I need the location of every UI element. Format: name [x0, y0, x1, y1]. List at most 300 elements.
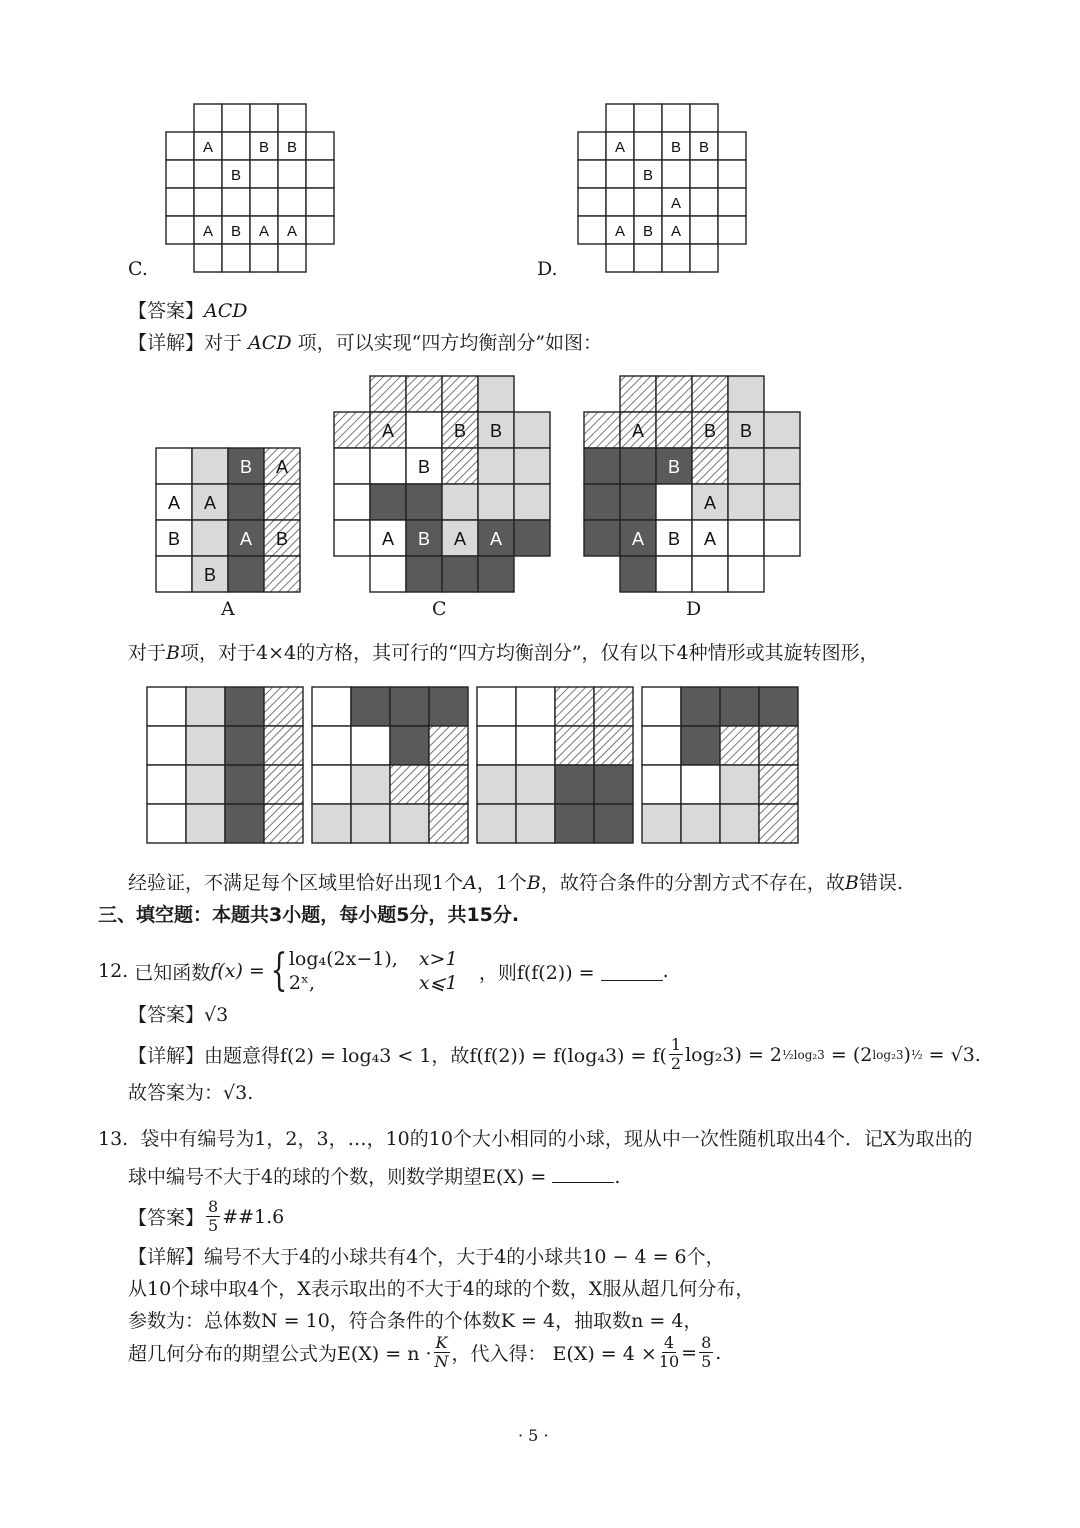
num: 4: [663, 1333, 675, 1352]
detail-text: 由题意得f(2) = log₄3 < 1，故f(f(2)) = f(log₄3) = f(: [204, 1045, 667, 1067]
grid-figure-d: [572, 100, 752, 275]
partition-d-cell: [692, 556, 728, 592]
text: .: [662, 960, 669, 982]
partition-d-cell: [728, 376, 764, 412]
b-case-4-cell: [759, 804, 798, 843]
question-13-line2: [128, 1162, 620, 1189]
b-case-3-cell: [594, 804, 633, 843]
grid-c-cell: [250, 188, 278, 216]
partition-c-cell: [514, 448, 550, 484]
grid-d-cell: [718, 216, 746, 244]
text: .: [614, 1166, 621, 1188]
grid-d-cell: [662, 104, 690, 132]
b-case-4-cell: [681, 804, 720, 843]
grid-c-cell-letter: B: [230, 223, 242, 240]
partition-c-cell: [370, 448, 406, 484]
grid-d-cell: [634, 104, 662, 132]
b-case-3-cell: [516, 687, 555, 726]
grid-c-cell-letter: A: [258, 223, 270, 240]
grid-d-cell: [718, 160, 746, 188]
grid-d-cell-letter: A: [670, 195, 682, 212]
partition-c-cell: [442, 556, 478, 592]
partition-d-cell-letter: A: [631, 421, 645, 441]
partition-d-cell: [764, 448, 800, 484]
grid-c-cell: [306, 160, 334, 188]
partition-c-cell: [442, 484, 478, 520]
grid-d-cell: [690, 244, 718, 272]
b-case-4-cell: [681, 765, 720, 804]
grid-d-cell: [690, 104, 718, 132]
question-13-line1: [98, 1124, 973, 1151]
grid-c-cell: [166, 216, 194, 244]
b-case-1-cell: [264, 804, 303, 843]
b-case-2: [311, 686, 471, 846]
b-case-4-cell: [681, 726, 720, 765]
b-case-2-cell: [429, 804, 468, 843]
function-expr: f(x) =: [210, 960, 265, 982]
partition-a-cell: [156, 556, 192, 592]
partition-c-cell: [334, 412, 370, 448]
partition-c-cell-letter: B: [489, 421, 503, 441]
b-case-4-cell: [681, 687, 720, 726]
partition-d-cell: [692, 448, 728, 484]
answer-blank[interactable]: [552, 1164, 614, 1183]
partition-c-cell: [406, 376, 442, 412]
partition-d-cell: [620, 556, 656, 592]
b-case-2-cell: [390, 804, 429, 843]
partition-c-cell: [406, 556, 442, 592]
b-case-1-cell: [225, 687, 264, 726]
detail-text: =: [681, 1341, 698, 1364]
b-case-1-cell: [147, 726, 186, 765]
partition-c-cell-letter: A: [381, 529, 395, 549]
grid-c-cell: [306, 132, 334, 160]
b-case-1-cell: [186, 804, 225, 843]
partition-c-cell: [514, 484, 550, 520]
grid-c-cell-letter: B: [286, 139, 298, 156]
b-case-3-cell: [555, 687, 594, 726]
detail-text: = √3.: [928, 1043, 981, 1066]
answer-tag: 【答案】: [128, 1004, 205, 1026]
grid-d-cell: [578, 132, 606, 160]
grid-c-cell-letter: A: [286, 223, 298, 240]
partition-d-cell: [764, 520, 800, 556]
b-case-2-cell: [390, 765, 429, 804]
b-case-1-cell: [264, 765, 303, 804]
b-case-2-cell: [312, 687, 351, 726]
b-case-2-cell: [351, 726, 390, 765]
partition-c-cell: [334, 484, 370, 520]
partition-c-cell: [370, 376, 406, 412]
grid-d-cell-letter: A: [614, 139, 626, 156]
option-c-label: C.: [128, 258, 148, 280]
text: 已知函数: [134, 961, 211, 984]
partition-d-cell: [728, 448, 764, 484]
partition-a-cell: [192, 448, 228, 484]
case-expr: log₄(2x−1),: [288, 948, 398, 970]
detail-text: 项，可以实现“四方均衡剖分”如图：: [297, 332, 603, 354]
answer-fraction: [206, 1198, 220, 1235]
b-case-4-cell: [642, 804, 681, 843]
conclusion-12: 故答案为：√3.: [128, 1082, 254, 1104]
fraction-k-n: [434, 1334, 450, 1371]
partition-a-cell: [228, 484, 264, 520]
grid-c-cell-letter: B: [258, 139, 270, 156]
text: 4×4: [256, 642, 297, 664]
text: 错误.: [858, 872, 903, 894]
den: N: [434, 1352, 449, 1371]
partition-a-cell: [192, 520, 228, 556]
b-case-3-cell: [555, 765, 594, 804]
b-case-2-cell: [351, 804, 390, 843]
b-case-4-cell: [720, 726, 759, 765]
partition-d-cell: [656, 484, 692, 520]
b-case-1-cell: [264, 726, 303, 765]
b-case-1-cell: [225, 765, 264, 804]
detail-text: 超几何分布的期望公式为E(X) = n ·: [128, 1343, 432, 1365]
grid-c-cell: [278, 188, 306, 216]
b-case-3: [476, 686, 636, 846]
partition-c-cell: [514, 412, 550, 448]
partition-c-cell: [514, 520, 550, 556]
grid-c-cell: [194, 188, 222, 216]
partition-d-cell: [656, 376, 692, 412]
b-case-2-cell: [429, 726, 468, 765]
var: B: [844, 872, 859, 894]
partition-c-cell: [478, 556, 514, 592]
b-case-1-cell: [147, 687, 186, 726]
b-case-text: [128, 638, 879, 665]
grid-c-cell: [222, 132, 250, 160]
partition-d-cell-letter: A: [703, 493, 717, 513]
fraction-4-10: [659, 1334, 679, 1371]
question-12: [98, 945, 669, 996]
grid-c-cell: [250, 104, 278, 132]
b-case-4: [641, 686, 801, 846]
detail-var: ACD: [248, 332, 292, 354]
grid-c-cell: [166, 160, 194, 188]
grid-d-cell: [634, 132, 662, 160]
grid-c-cell: [166, 188, 194, 216]
grid-c-cell-letter: B: [230, 167, 242, 184]
detail-text: log₂3) = 2: [685, 1043, 782, 1066]
b-case-3-cell: [516, 804, 555, 843]
grid-c-cell: [166, 132, 194, 160]
detail-13-line2: 从10个球中取4个，X表示取出的不大于4的球的个数，X服从超几何分布，: [128, 1278, 755, 1300]
b-case-3-cell: [477, 804, 516, 843]
page-number: · 5 ·: [518, 1426, 549, 1445]
grid-d-cell: [718, 188, 746, 216]
grid-c-cell: [250, 244, 278, 272]
partition-c-cell: [478, 376, 514, 412]
partition-c-cell-letter: B: [417, 457, 431, 477]
partition-d-cell: [620, 484, 656, 520]
partition-d-cell: [692, 376, 728, 412]
partition-a-cell: [264, 484, 300, 520]
grid-d-cell-letter: B: [642, 167, 654, 184]
grid-d-cell: [690, 188, 718, 216]
b-case-4-cell: [759, 726, 798, 765]
partition-d-cell: [764, 412, 800, 448]
partition-d-cell: [764, 484, 800, 520]
text: 对于: [128, 642, 167, 664]
partition-label-a: A: [221, 598, 235, 620]
num: 1: [670, 1035, 682, 1054]
grid-d-cell-letter: B: [698, 139, 710, 156]
grid-d-cell-letter: B: [642, 223, 654, 240]
b-case-1-cell: [186, 765, 225, 804]
b-case-4-cell: [720, 765, 759, 804]
num: 8: [701, 1333, 712, 1352]
answer-value: ACD: [204, 300, 248, 322]
partition-a-cell-letter: B: [203, 565, 217, 585]
answer-tag: 【答案】: [128, 1207, 205, 1229]
b-case-4-cell: [642, 687, 681, 726]
text: 项，对于: [179, 642, 256, 664]
b-case-4-cell: [759, 687, 798, 726]
grid-c-cell: [250, 160, 278, 188]
grid-d-cell: [606, 160, 634, 188]
b-case-2-cell: [312, 726, 351, 765]
grid-c-cell: [194, 160, 222, 188]
partition-c-cell: [442, 448, 478, 484]
b-case-2-cell: [429, 687, 468, 726]
b-case-2-cell: [429, 765, 468, 804]
b-case-3-cell: [516, 765, 555, 804]
text: ，故符合条件的分割方式不存在，故: [540, 872, 845, 894]
case-expr: 2ˣ,: [288, 972, 316, 994]
b-case-1-cell: [147, 765, 186, 804]
partition-d-cell-letter: B: [739, 421, 753, 441]
b-case-3-cell: [555, 726, 594, 765]
detail-tag: 【详解】: [128, 1045, 205, 1067]
b-case-4-cell: [642, 765, 681, 804]
detail-13-line1: [128, 1242, 725, 1269]
partition-d-cell: [620, 448, 656, 484]
grid-c-cell: [222, 104, 250, 132]
detail-text: 编号不大于4的小球共有4个，大于4的小球共10 − 4 = 6个，: [204, 1246, 725, 1268]
b-case-3-cell: [555, 804, 594, 843]
num: 8: [208, 1197, 219, 1216]
answer-11: [128, 296, 248, 323]
answer-tag: 【答案】: [128, 300, 205, 322]
b-case-1-cell: [186, 687, 225, 726]
partition-d-cell-letter: B: [667, 457, 681, 477]
case-cond: x>1: [418, 948, 458, 970]
partition-c-cell: [442, 376, 478, 412]
partition-c-cell: [406, 484, 442, 520]
partition-c-cell: [478, 484, 514, 520]
b-case-1-cell: [264, 687, 303, 726]
b-case-2-cell: [351, 687, 390, 726]
partition-a-cell: [156, 448, 192, 484]
grid-c-cell: [278, 244, 306, 272]
detail-12: [128, 1036, 981, 1073]
partition-figure-c: [330, 370, 560, 600]
text: 的方格，其可行的“四方均衡剖分”，仅有以下4种情形或其旋转图形，: [296, 642, 879, 664]
piecewise: [289, 948, 479, 994]
b-case-4-cell: [759, 765, 798, 804]
text: ，1个: [476, 872, 527, 894]
partition-d-cell: [728, 484, 764, 520]
question-text: 袋中有编号为1，2，3，…，10的10个大小相同的小球，现从中一次性随机取出4个．记X为取出的: [140, 1128, 973, 1150]
grid-c-cell: [194, 244, 222, 272]
partition-a-cell: [264, 556, 300, 592]
detail-tag: 【详解】: [128, 332, 205, 354]
question-number: 12.: [98, 960, 129, 982]
partition-a-cell-letter: B: [275, 529, 289, 549]
detail-text: .: [715, 1341, 722, 1364]
b-case-4-cell: [642, 726, 681, 765]
grid-c-cell: [306, 188, 334, 216]
partition-d-cell: [620, 376, 656, 412]
grid-d-cell: [690, 216, 718, 244]
grid-c-cell: [278, 104, 306, 132]
partition-a-cell-letter: A: [239, 529, 253, 549]
grid-d-cell: [606, 244, 634, 272]
partition-d-cell: [728, 556, 764, 592]
var: B: [526, 872, 541, 894]
b-case-3-cell: [477, 687, 516, 726]
b-case-4-cell: [720, 687, 759, 726]
var: A: [463, 872, 477, 894]
grid-d-cell: [718, 132, 746, 160]
partition-d-cell-letter: A: [631, 529, 645, 549]
var: B: [166, 642, 180, 664]
option-d-label: D.: [537, 258, 558, 280]
grid-c-cell: [194, 104, 222, 132]
exponent: ½: [910, 1047, 923, 1062]
grid-d-cell-letter: B: [670, 139, 682, 156]
b-case-1-cell: [225, 804, 264, 843]
partition-label-c: C: [432, 598, 447, 620]
b-case-3-cell: [477, 726, 516, 765]
partition-d-cell: [584, 520, 620, 556]
grid-d-cell: [634, 244, 662, 272]
brace: {: [270, 945, 288, 996]
exponent: ½log₂3: [782, 1047, 825, 1062]
b-case-1: [146, 686, 306, 846]
partition-c-cell: [370, 484, 406, 520]
grid-d-cell: [606, 104, 634, 132]
b-case-2-cell: [390, 726, 429, 765]
grid-figure-c: [160, 100, 340, 275]
den: 5: [701, 1352, 712, 1371]
grid-d-cell: [662, 244, 690, 272]
detail-text: ，代入得： E(X) = 4 ×: [451, 1343, 657, 1365]
b-case-3-cell: [516, 726, 555, 765]
b-case-2-cell: [312, 765, 351, 804]
b-case-2-cell: [390, 687, 429, 726]
fraction-half: [669, 1036, 683, 1073]
partition-c-cell: [334, 520, 370, 556]
b-case-3-cell: [594, 687, 633, 726]
case-cond: x⩽1: [418, 972, 458, 994]
detail-text: = (2: [830, 1043, 873, 1066]
question-number: 13.: [98, 1128, 129, 1150]
grid-c-cell-letter: A: [202, 223, 214, 240]
partition-c-cell-letter: A: [381, 421, 395, 441]
num: K: [435, 1333, 448, 1352]
partition-d-cell: [656, 412, 692, 448]
partition-d-cell: [584, 448, 620, 484]
partition-a-cell-letter: B: [167, 529, 181, 549]
grid-d-cell: [578, 216, 606, 244]
grid-d-cell: [606, 188, 634, 216]
grid-c-cell: [278, 160, 306, 188]
answer-12: [128, 1000, 228, 1027]
question-text: 球中编号不大于4的球的个数，则数学期望E(X) =: [128, 1166, 547, 1188]
detail-tag: 【详解】: [128, 1246, 205, 1268]
answer-13: [128, 1198, 284, 1235]
text: ，则f(f(2)) =: [478, 961, 595, 984]
partition-a-cell-letter: A: [167, 493, 181, 513]
partition-d-cell-letter: B: [703, 421, 717, 441]
b-case-3-cell: [594, 726, 633, 765]
grid-c-cell-letter: A: [202, 139, 214, 156]
b-case-4-cell: [720, 804, 759, 843]
grid-c-cell: [306, 216, 334, 244]
b-case-2-cell: [312, 804, 351, 843]
b-case-1-cell: [147, 804, 186, 843]
den: 2: [670, 1054, 682, 1073]
partition-c-cell-letter: A: [453, 529, 467, 549]
grid-d-cell: [578, 188, 606, 216]
partition-d-cell: [584, 484, 620, 520]
detail-13-line3: 参数为：总体数N = 10，符合条件的个体数K = 4，抽取数n = 4，: [128, 1310, 703, 1332]
partition-d-cell-letter: A: [703, 529, 717, 549]
partition-d-cell: [584, 412, 620, 448]
answer-blank[interactable]: [601, 962, 663, 981]
grid-d-cell: [634, 188, 662, 216]
partition-c-cell: [406, 412, 442, 448]
partition-figure-d: [580, 370, 810, 600]
partition-a-cell-letter: A: [203, 493, 217, 513]
b-conclusion: [128, 868, 903, 895]
fraction-8-5: [699, 1334, 713, 1371]
den: 10: [658, 1352, 680, 1371]
partition-a-cell: [228, 556, 264, 592]
b-case-3-cell: [477, 765, 516, 804]
partition-c-cell: [370, 556, 406, 592]
exponent: log₂3: [872, 1047, 904, 1062]
b-case-1-cell: [186, 726, 225, 765]
partition-d-cell: [728, 520, 764, 556]
detail-11: [128, 328, 602, 355]
detail-text: ): [903, 1043, 911, 1066]
grid-d-cell: [690, 160, 718, 188]
grid-c-cell: [222, 188, 250, 216]
answer-value: √3: [204, 1004, 229, 1026]
grid-d-cell-letter: A: [614, 223, 626, 240]
den: 5: [208, 1216, 219, 1235]
detail-text: 对于: [204, 332, 243, 354]
b-case-1-cell: [225, 726, 264, 765]
partition-c-cell: [334, 448, 370, 484]
grid-d-cell-letter: A: [670, 223, 682, 240]
b-case-2-cell: [351, 765, 390, 804]
grid-c-cell: [222, 244, 250, 272]
detail-13-line4: [128, 1334, 721, 1371]
b-case-3-cell: [594, 765, 633, 804]
answer-alt: ##1.6: [222, 1205, 285, 1228]
text: 经验证，不满足每个区域里恰好出现1个: [128, 872, 464, 894]
partition-a-cell-letter: B: [239, 457, 253, 477]
partition-d-cell-letter: B: [667, 529, 681, 549]
section-title: 三、填空题：本题共3小题，每小题5分，共15分.: [98, 904, 520, 926]
partition-c-cell: [478, 448, 514, 484]
partition-c-cell-letter: B: [417, 529, 431, 549]
